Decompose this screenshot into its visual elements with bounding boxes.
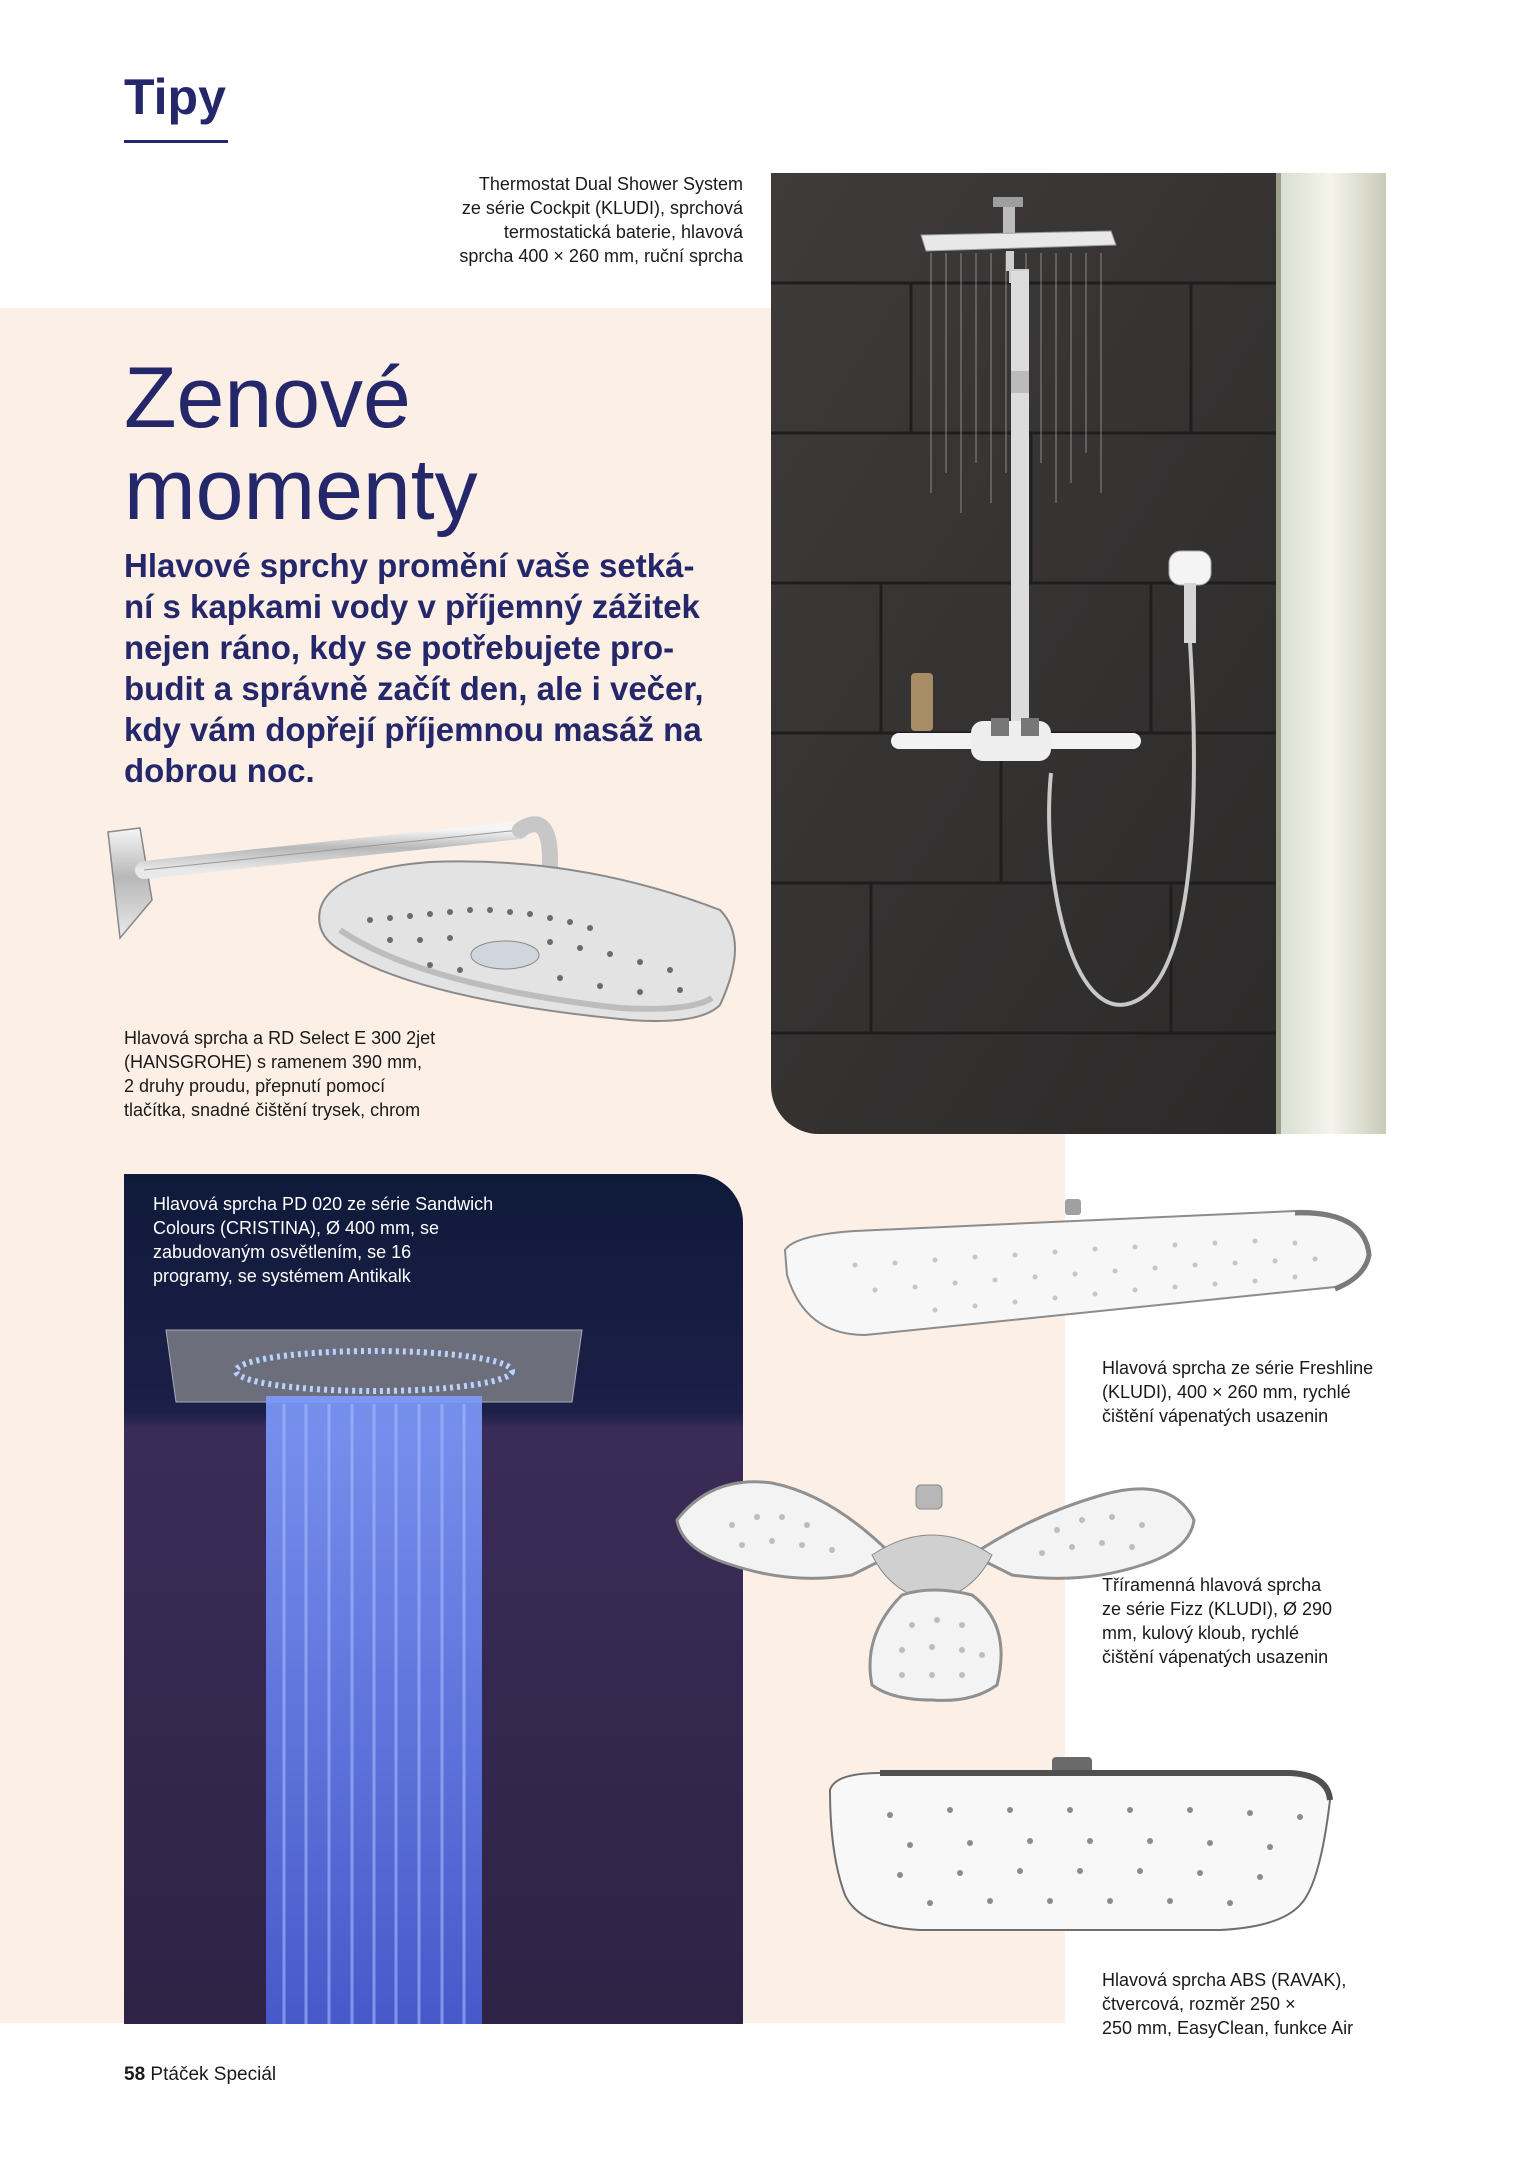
caption-line: Thermostat Dual Shower System — [478, 174, 743, 194]
caption-hansgrohe — [124, 1026, 454, 1122]
caption-line: sprcha 400 × 260 mm, ruční sprcha — [459, 246, 743, 266]
photo-kludi-freshline — [775, 1195, 1375, 1345]
photo-kludi-cockpit-shower — [771, 173, 1386, 1134]
caption-line: programy, se systémem Antikalk — [153, 1266, 411, 1286]
lead-line: Hlavové sprchy promění vaše setká- — [124, 547, 695, 584]
caption-line: ze série Cockpit (KLUDI), sprchová — [461, 198, 743, 218]
caption-line: (KLUDI), 400 × 260 mm, rychlé — [1102, 1382, 1351, 1402]
page-number: 58 — [124, 2064, 146, 2085]
caption-line: zabudovaným osvětlením, se 16 — [153, 1242, 412, 1262]
headline-line: momenty — [124, 442, 478, 538]
caption-line: čištění vápenatých usazenin — [1102, 1647, 1329, 1667]
article-lead — [124, 545, 724, 791]
caption-line: Tříramenná hlavová sprcha — [1102, 1575, 1322, 1595]
section-title: Tipy — [124, 69, 226, 125]
caption-line: Hlavová sprcha PD 020 ze série Sandwich — [153, 1194, 494, 1214]
caption-kludi-cockpit — [360, 172, 743, 268]
caption-line: čtvercová, rozměr 250 × — [1102, 1994, 1296, 2014]
caption-line: 2 druhy proudu, přepnutí pomocí — [124, 1076, 386, 1096]
caption-line: čištění vápenatých usazenin — [1102, 1406, 1329, 1426]
section-underline — [124, 140, 228, 143]
page-footer — [124, 2064, 276, 2086]
caption-line: (HANSGROHE) s ramenem 390 mm, — [124, 1052, 423, 1072]
caption-line: Hlavová sprcha ABS (RAVAK), — [1102, 1970, 1347, 1990]
photo-cristina-led-shower — [124, 1174, 743, 2024]
caption-line: mm, kulový kloub, rychlé — [1102, 1623, 1300, 1643]
photo-hansgrohe-rd-select — [100, 790, 745, 1030]
lead-line: kdy vám dopřejí příjemnou masáž na — [124, 711, 702, 748]
caption-fizz — [1102, 1573, 1402, 1669]
lead-line: nejen ráno, kdy se potřebujete pro- — [124, 629, 675, 666]
caption-ravak — [1102, 1968, 1402, 2040]
caption-line: Colours (CRISTINA), Ø 400 mm, se — [153, 1218, 440, 1238]
caption-line: 250 mm, EasyClean, funkce Air — [1102, 2018, 1354, 2038]
caption-line: Hlavová sprcha a RD Select E 300 2jet — [124, 1028, 436, 1048]
article-headline — [124, 352, 724, 536]
publication-name: Ptáček Speciál — [150, 2064, 277, 2085]
lead-line: budit a správně začít den, ale i večer, — [124, 670, 704, 707]
headline-line: Zenové — [124, 350, 411, 446]
caption-line: tlačítka, snadné čištění trysek, chrom — [124, 1100, 421, 1120]
caption-freshline — [1102, 1356, 1402, 1428]
lead-line: ní s kapkami vody v příjemný zážitek — [124, 588, 700, 625]
caption-line: termostatická baterie, hlavová — [503, 222, 743, 242]
lead-line: dobrou noc. — [124, 752, 315, 789]
caption-line: Hlavová sprcha ze série Freshline — [1102, 1358, 1374, 1378]
caption-cristina — [153, 1192, 553, 1288]
photo-ravak-abs — [820, 1755, 1335, 1935]
caption-line: ze série Fizz (KLUDI), Ø 290 — [1102, 1599, 1333, 1619]
